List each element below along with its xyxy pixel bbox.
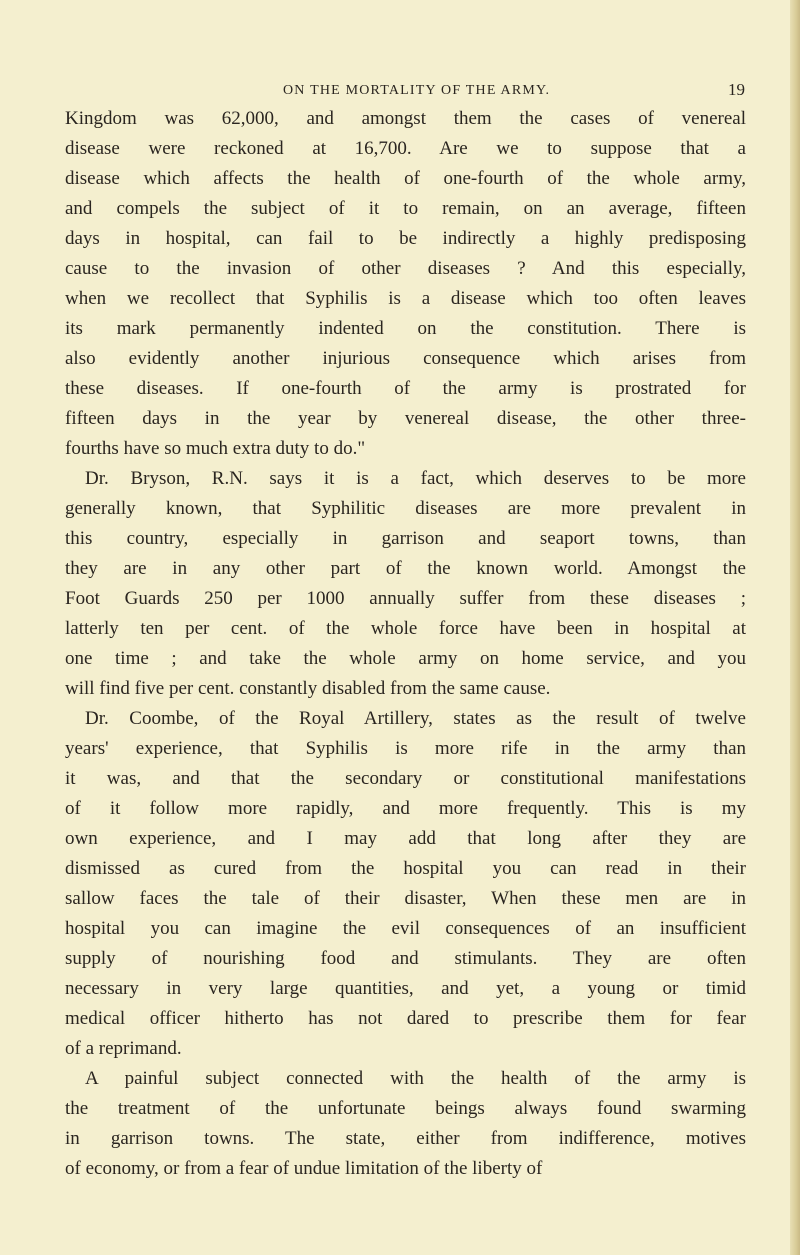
text-line: one time ; and take the whole army on home service, and you <box>65 648 746 669</box>
text-line: of it follow more rapidly, and more frequently. This is my <box>65 798 746 819</box>
text-line: this country, especially in garrison and seaport towns, than <box>65 528 746 549</box>
text-line: in garrison towns. The state, either from indifference, motives <box>65 1128 746 1149</box>
text-line: when we recollect that Syphilis is a disease which too often leaves <box>65 288 746 309</box>
text-line: hospital you can imagine the evil consequences of an insufficient <box>65 918 746 939</box>
text-line: it was, and that the secondary or constitutional manifestations <box>65 768 746 789</box>
text-line: Dr. Coombe, of the Royal Artillery, states as the result of twelve <box>85 708 746 729</box>
text-line: and compels the subject of it to remain, on an average, fifteen <box>65 198 746 219</box>
text-line: medical officer hitherto has not dared to prescribe them for fear <box>65 1008 746 1029</box>
page-edge <box>790 0 800 1255</box>
text-line: Dr. Bryson, R.N. says it is a fact, which deserves to be more <box>85 468 746 489</box>
text-line: necessary in very large quantities, and yet, a young or timid <box>65 978 746 999</box>
text-line: of economy, or from a fear of undue limitation of the liberty of <box>65 1158 543 1179</box>
text-line: its mark permanently indented on the constitution. There is <box>65 318 746 339</box>
text-line: years' experience, that Syphilis is more rife in the army than <box>65 738 746 759</box>
text-line: A painful subject connected with the health of the army is <box>85 1068 746 1089</box>
text-line: will find five per cent. constantly disabled from the same cause. <box>65 678 551 699</box>
text-line: Foot Guards 250 per 1000 annually suffer from these diseases ; <box>65 588 746 609</box>
running-title: ON THE MORTALITY OF THE ARMY. <box>283 83 551 98</box>
page-body-text <box>65 104 746 1184</box>
text-line: they are in any other part of the known world. Amongst the <box>65 558 746 579</box>
text-line: the treatment of the unfortunate beings always found swarming <box>65 1098 746 1119</box>
text-line: sallow faces the tale of their disaster, When these men are in <box>65 888 746 909</box>
text-line: cause to the invasion of other diseases ? And this especially, <box>65 258 746 279</box>
text-line: supply of nourishing food and stimulants. They are often <box>65 948 746 969</box>
text-line: Kingdom was 62,000, and amongst them the cases of venereal <box>65 108 746 129</box>
text-line: generally known, that Syphilitic diseases are more prevalent in <box>65 498 746 519</box>
text-line: disease were reckoned at 16,700. Are we to suppose that a <box>65 138 746 159</box>
text-line: disease which affects the health of one-fourth of the whole army, <box>65 168 746 189</box>
text-line: own experience, and I may add that long after they are <box>65 828 746 849</box>
text-line: dismissed as cured from the hospital you can read in their <box>65 858 746 879</box>
text-line: days in hospital, can fail to be indirectly a highly predisposing <box>65 228 746 249</box>
text-line: of a reprimand. <box>65 1038 182 1059</box>
page-number: 19 <box>728 80 745 99</box>
text-line: fourths have so much extra duty to do." <box>65 438 366 459</box>
text-line: also evidently another injurious consequence which arises from <box>65 348 746 369</box>
text-line: these diseases. If one-fourth of the army is prostrated for <box>65 378 746 399</box>
text-line: latterly ten per cent. of the whole force have been in hospital at <box>65 618 746 639</box>
text-line: fifteen days in the year by venereal disease, the other three- <box>65 408 746 429</box>
running-header <box>283 80 745 99</box>
